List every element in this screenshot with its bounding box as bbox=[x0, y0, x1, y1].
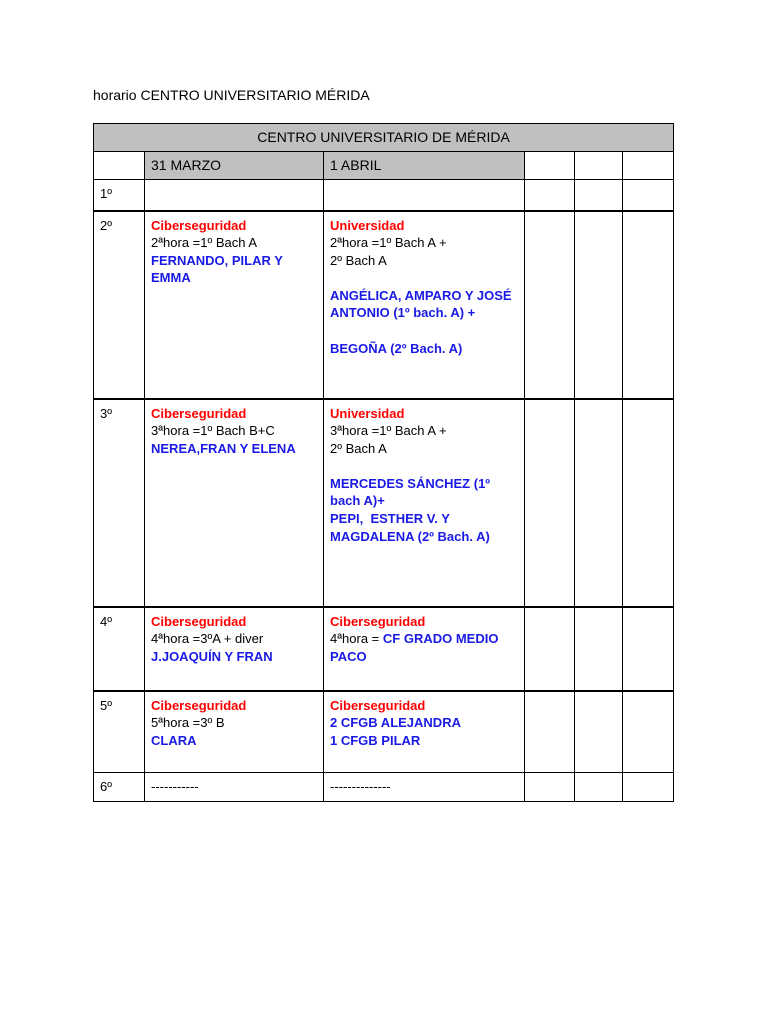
teachers-text: PEPI, ESTHER V. Y MAGDALENA (2º Bach. A) bbox=[330, 511, 490, 544]
hour-line bbox=[330, 630, 518, 648]
days-row bbox=[94, 152, 674, 180]
empty-day-cell bbox=[575, 152, 623, 180]
schedule-cell bbox=[575, 211, 623, 399]
teachers-text: FERNANDO, PILAR Y EMMA bbox=[151, 252, 287, 286]
schedule-cell bbox=[525, 607, 575, 691]
teachers-text: MERCEDES SÁNCHEZ (1º bach A)+ bbox=[330, 475, 494, 509]
period-label: 2º bbox=[94, 211, 145, 399]
schedule-cell: ----------- bbox=[145, 773, 324, 802]
schedule-cell bbox=[623, 691, 674, 773]
teachers-text: 2 CFGB ALEJANDRA bbox=[330, 715, 461, 731]
hour-text: 2ªhora =1º Bach A bbox=[151, 235, 258, 251]
period-row-6 bbox=[94, 773, 674, 802]
schedule-cell bbox=[623, 180, 674, 211]
schedule-cell bbox=[145, 180, 324, 211]
period-label: 5º bbox=[94, 691, 145, 773]
hour-text: 2ªhora =1º Bach A + bbox=[330, 235, 447, 251]
schedule-cell bbox=[575, 691, 623, 773]
schedule-cell bbox=[623, 211, 674, 399]
hour-text: 3ªhora =1º Bach B+C bbox=[151, 423, 275, 439]
schedule-cell bbox=[525, 773, 575, 802]
schedule-cell bbox=[324, 211, 525, 399]
day-header-31-marzo: 31 MARZO bbox=[145, 152, 324, 180]
schedule-cell bbox=[525, 211, 575, 399]
schedule-cell bbox=[623, 773, 674, 802]
hour-text: 3ªhora =1º Bach A + bbox=[330, 423, 447, 439]
teachers-text: ANGÉLICA, AMPARO Y JOSÉ ANTONIO (1º bach. A) + bbox=[330, 287, 515, 321]
teachers-text: BEGOÑA (2º Bach. A) bbox=[330, 340, 463, 356]
subject-label: Ciberseguridad bbox=[151, 613, 247, 629]
schedule-cell bbox=[575, 607, 623, 691]
teachers-text: CLARA bbox=[151, 732, 197, 748]
hour-text: 2º Bach A bbox=[330, 252, 387, 268]
period-row-5 bbox=[94, 691, 674, 773]
schedule-cell bbox=[623, 607, 674, 691]
table-header-row bbox=[94, 124, 674, 152]
empty-day-cell bbox=[525, 152, 575, 180]
teachers-text: NEREA,FRAN Y ELENA bbox=[151, 440, 296, 456]
period-label: 4º bbox=[94, 607, 145, 691]
schedule-cell bbox=[525, 691, 575, 773]
period-row-3 bbox=[94, 399, 674, 607]
subject-label: Ciberseguridad bbox=[330, 697, 426, 713]
hour-prefix: 4ªhora = bbox=[330, 631, 383, 647]
document-title: horario CENTRO UNIVERSITARIO MÉRIDA bbox=[93, 87, 370, 103]
subject-label: Ciberseguridad bbox=[330, 613, 426, 629]
teachers-text: J.JOAQUÍN Y FRAN bbox=[151, 648, 273, 664]
period-label: 1º bbox=[94, 180, 145, 211]
schedule-cell bbox=[525, 180, 575, 211]
schedule-cell bbox=[324, 399, 525, 607]
hour-highlight: CF GRADO MEDIO bbox=[382, 631, 499, 647]
schedule-cell bbox=[324, 691, 525, 773]
period-row-2 bbox=[94, 211, 674, 399]
schedule-cell bbox=[145, 211, 324, 399]
subject-label: Ciberseguridad bbox=[151, 217, 247, 233]
subject-label: Universidad bbox=[330, 217, 405, 233]
schedule-cell bbox=[324, 180, 525, 211]
schedule-cell bbox=[575, 399, 623, 607]
subject-label: Ciberseguridad bbox=[151, 405, 247, 421]
hour-text: 5ªhora =3º B bbox=[151, 715, 225, 731]
schedule-cell bbox=[324, 607, 525, 691]
teachers-text: PACO bbox=[330, 648, 367, 664]
empty-corner-cell bbox=[94, 152, 145, 180]
schedule-cell bbox=[525, 399, 575, 607]
schedule-cell bbox=[145, 691, 324, 773]
day-header-1-abril: 1 ABRIL bbox=[324, 152, 525, 180]
empty-day-cell bbox=[623, 152, 674, 180]
schedule-cell bbox=[145, 399, 324, 607]
schedule-cell: -------------- bbox=[324, 773, 525, 802]
period-row-1 bbox=[94, 180, 674, 211]
period-label: 6º bbox=[94, 773, 145, 802]
schedule-cell bbox=[575, 180, 623, 211]
schedule-cell bbox=[623, 399, 674, 607]
schedule-cell bbox=[145, 607, 324, 691]
subject-label: Ciberseguridad bbox=[151, 697, 247, 713]
schedule-cell bbox=[575, 773, 623, 802]
teachers-text: 1 CFGB PILAR bbox=[330, 732, 421, 748]
schedule-table bbox=[93, 123, 674, 802]
period-label: 3º bbox=[94, 399, 145, 607]
table-header: CENTRO UNIVERSITARIO DE MÉRIDA bbox=[94, 124, 674, 152]
hour-text: 4ªhora =3ºA + diver bbox=[151, 631, 264, 647]
hour-text: 2º Bach A bbox=[330, 440, 387, 456]
subject-label: Universidad bbox=[330, 405, 405, 421]
period-row-4 bbox=[94, 607, 674, 691]
